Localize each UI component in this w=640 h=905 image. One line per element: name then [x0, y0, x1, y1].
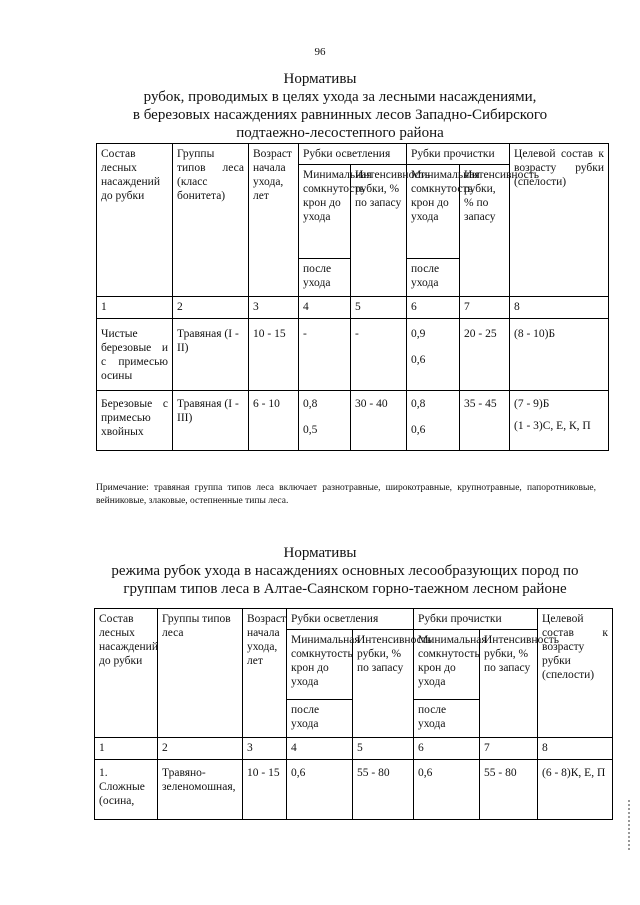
table-row: [95, 760, 613, 820]
t1-colnum: 8: [510, 297, 609, 319]
t2-r1-composition: 1. Сложные (осина,: [95, 760, 158, 820]
t1-r2-age: 6 - 10: [249, 391, 299, 451]
table2: [94, 608, 613, 820]
page-number: 96: [314, 46, 326, 58]
t1-r1-clearing-density-before: -: [303, 328, 307, 340]
table1-subtitle-line3: подтаежно-лесостепного района: [236, 125, 444, 141]
t2-header-composition: Состав лесных насаждений до рубки: [95, 609, 158, 738]
table1: [96, 143, 609, 451]
t2-header-target: Целевой состав к возрасту рубки (спелости): [538, 609, 613, 738]
t2-header-forest-types: Группы типов леса: [158, 609, 243, 738]
t2-colnum: 4: [287, 738, 353, 760]
t1-colnum: 5: [351, 297, 407, 319]
t1-r2-clearing-density-after: 0,5: [303, 424, 318, 436]
t1-r1-clearing-density: [299, 319, 351, 391]
t1-colnum: 1: [97, 297, 173, 319]
table1-title: Нормативы: [283, 71, 357, 87]
t1-header-composition: Состав лесных насаждений до рубки: [97, 144, 173, 297]
t2-header-cleaning-intensity: Интенсивность рубки, % по запасу: [480, 630, 538, 738]
t2-r1-clearing-density: 0,6: [287, 760, 353, 820]
t2-header-clearing-intensity: Интенсивность рубки, % по запасу: [353, 630, 414, 738]
scan-edge-mark: [628, 800, 636, 850]
t1-r2-composition: Березовые с примесью хвойных: [97, 391, 173, 451]
table2-subtitle-line1: режима рубок ухода в насаждениях основных лесообразующих пород по: [111, 563, 579, 579]
table-row: [97, 319, 609, 391]
t1-header-cleaning-after: после ухода: [407, 259, 460, 297]
t1-header-clearing-after: после ухода: [299, 259, 351, 297]
t2-colnum: 2: [158, 738, 243, 760]
t1-header-cleaning-min-density: Минимальная сомкнутость крон до ухода: [407, 165, 460, 259]
t1-header-clearing: Рубки осветления: [299, 144, 407, 165]
t1-header-cleaning: Рубки прочистки: [407, 144, 510, 165]
t1-header-cleaning-intensity: Интенсивность рубки, % по запасу: [460, 165, 510, 297]
t1-r2-cleaning-density: [407, 391, 460, 451]
t1-r1-clearing-intensity: -: [351, 319, 407, 391]
t2-colnum: 6: [414, 738, 480, 760]
t2-header-clearing-after: после ухода: [287, 700, 353, 738]
t1-colnum: 4: [299, 297, 351, 319]
t1-r2-clearing-intensity: 30 - 40: [351, 391, 407, 451]
t2-colnum: 1: [95, 738, 158, 760]
t1-header-clearing-intensity: Интенсивность рубки, % по запасу: [351, 165, 407, 297]
t2-r1-target: (6 - 8)К, Е, П: [538, 760, 613, 820]
t1-r2-clearing-density-before: 0,8: [303, 398, 318, 410]
t1-colnum: 3: [249, 297, 299, 319]
t1-r1-cleaning-intensity: 20 - 25: [460, 319, 510, 391]
t2-r1-clearing-intensity: 55 - 80: [353, 760, 414, 820]
t2-header-cleaning-after: после ухода: [414, 700, 480, 738]
t1-header-age: Возраст начала ухода, лет: [249, 144, 299, 297]
table2-title: Нормативы: [283, 545, 357, 561]
t2-r1-forest-type: Травяно-зеленомошная,: [158, 760, 243, 820]
t1-r2-clearing-density: [299, 391, 351, 451]
t1-r1-target: [510, 319, 609, 391]
t2-colnum: 3: [243, 738, 287, 760]
t1-colnum: 7: [460, 297, 510, 319]
t2-r1-age: 10 - 15: [243, 760, 287, 820]
table1-subtitle-line2: в березовых насаждениях равнинных лесов Западно-Сибирского: [132, 107, 548, 123]
table-row: [97, 391, 609, 451]
t1-r1-composition: Чистые березовые и с примесью осины: [97, 319, 173, 391]
t2-r1-cleaning-density: 0,6: [414, 760, 480, 820]
t2-colnum: 5: [353, 738, 414, 760]
t1-header-clearing-min-density: Минимальная сомкнутость крон до ухода: [299, 165, 351, 259]
t1-r2-target-line1: (7 - 9)Б: [514, 398, 550, 410]
t2-header-clearing: Рубки осветления: [287, 609, 414, 630]
t1-r1-age: 10 - 15: [249, 319, 299, 391]
t1-r2-forest-type: Травяная (I - III): [173, 391, 249, 451]
t1-r2-cleaning-density-after: 0,6: [411, 424, 426, 436]
table1-note: Примечание: травяная группа типов леса включает разнотравные, широкотравные, крупнотравные, папоротниковые, вейниковые, злаковые, остепненные типы леса.: [96, 483, 596, 506]
t1-colnum: 6: [407, 297, 460, 319]
t1-r2-cleaning-intensity: 35 - 45: [460, 391, 510, 451]
t2-header-age: Возраст начала ухода, лет: [243, 609, 287, 738]
t1-r2-cleaning-density-before: 0,8: [411, 398, 426, 410]
t1-r2-target: [510, 391, 609, 451]
t2-colnum: 8: [538, 738, 613, 760]
t1-r1-cleaning-density-after: 0,6: [411, 354, 426, 366]
t1-header-forest-types: Группы типов леса (класс бонитета): [173, 144, 249, 297]
table1-subtitle-line1: рубок, проводимых в целях ухода за лесными насаждениями,: [143, 89, 537, 105]
t1-colnum: 2: [173, 297, 249, 319]
t2-colnum: 7: [480, 738, 538, 760]
t2-header-cleaning-min-density: Минимальная сомкнутость крон до ухода: [414, 630, 480, 700]
t2-header-cleaning: Рубки прочистки: [414, 609, 538, 630]
t1-r1-target-line1: (8 - 10)Б: [514, 328, 556, 340]
table2-subtitle-line2: группам типов леса в Алтае-Саянском горно-таежном лесном районе: [123, 581, 567, 597]
t2-header-clearing-min-density: Минимальная сомкнутость крон до ухода: [287, 630, 353, 700]
t1-r2-target-line2: (1 - 3)С, Е, К, П: [514, 420, 591, 432]
t1-r1-cleaning-density-before: 0,9: [411, 328, 426, 340]
t1-header-target: Целевой состав к возрасту рубки (спелости): [510, 144, 609, 297]
t1-r1-cleaning-density: [407, 319, 460, 391]
t2-r1-cleaning-intensity: 55 - 80: [480, 760, 538, 820]
t1-r1-forest-type: Травяная (I - II): [173, 319, 249, 391]
